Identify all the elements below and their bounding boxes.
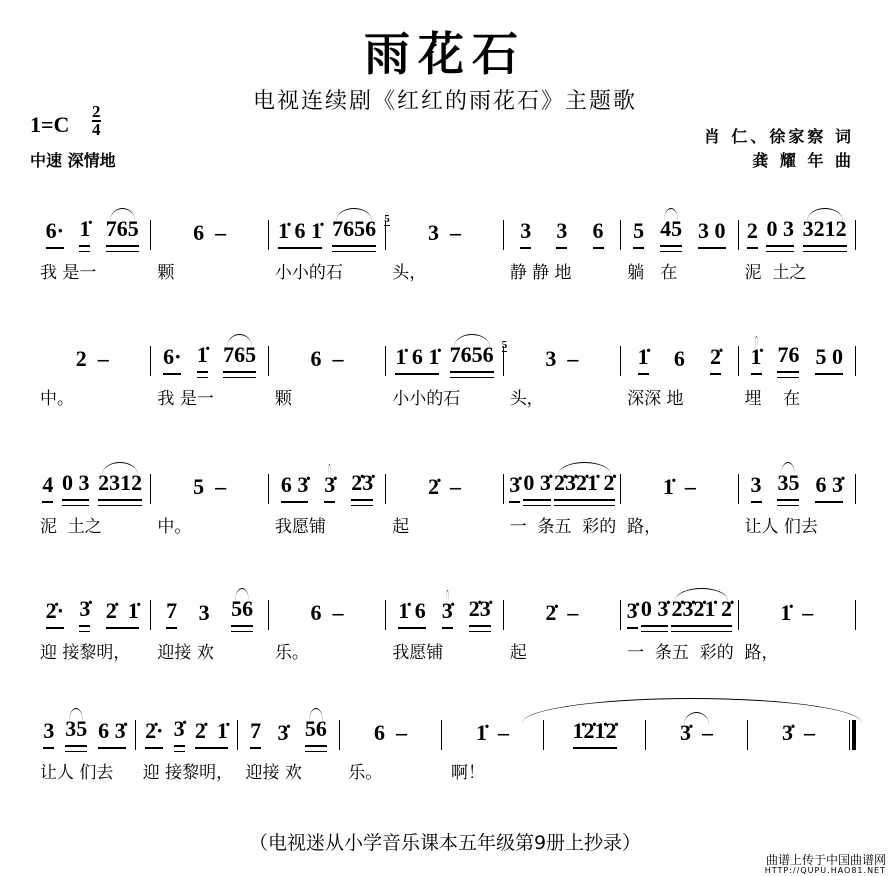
time-denominator: 4 — [92, 120, 101, 139]
note-group: 6 3̇ — [98, 718, 126, 749]
lyric: 迎 接黎明， — [142, 763, 234, 783]
lyric: 迎 接黎明， — [40, 643, 131, 663]
note-group: 56 — [305, 716, 327, 747]
note-group: 2̇3̇ — [351, 470, 373, 501]
lyric: 一 条五 彩的 — [509, 517, 617, 537]
note-group: 3̇ — [174, 716, 185, 747]
lyric: 中。 — [157, 517, 192, 537]
final-barline — [849, 720, 856, 750]
lyrics-row — [34, 638, 856, 663]
note-group: 1̇ – — [476, 720, 509, 745]
measure — [386, 596, 502, 632]
lyric: 静 静 地 — [509, 263, 572, 283]
note-group: 2̇· — [46, 598, 64, 629]
note-group: 6 — [673, 346, 685, 371]
note-group: 0 3 — [766, 216, 794, 247]
lyric: 埋 在 — [744, 389, 801, 409]
measure — [442, 720, 543, 752]
note-group: 2̇ – — [427, 474, 461, 499]
note-group: 76 — [777, 342, 799, 373]
lyric: 颗 — [274, 389, 292, 409]
note-group: 3 — [520, 218, 531, 249]
note-group: 6· — [163, 344, 181, 375]
note-group: 4 — [42, 472, 53, 503]
note-group: 1̇2̇1̇2̇ — [573, 718, 617, 749]
note-group: 2 — [747, 218, 758, 249]
time-signature — [92, 104, 101, 138]
lyric: 小小的石 — [274, 263, 343, 283]
notes-row — [34, 338, 856, 378]
measure — [504, 470, 620, 506]
composer-credit: 龚 耀 年 曲 — [752, 151, 854, 170]
watermark: 曲谱上传于中国曲谱网 — [765, 853, 886, 867]
note-group: 6 — [593, 218, 604, 249]
note-group: 7 — [250, 718, 261, 749]
lyric: 颗 — [157, 263, 175, 283]
note-group: 1̇ — [751, 344, 762, 375]
lyrics-row — [34, 258, 856, 283]
key-signature: 1=C — [30, 112, 70, 137]
note-group: 765 — [223, 342, 256, 373]
measure — [748, 720, 849, 752]
note-group: 2̇3̇ — [469, 596, 491, 627]
note-group: 7656 — [332, 216, 376, 247]
measure — [151, 474, 267, 506]
note-group: 1̇ 6 1̇ — [278, 218, 322, 249]
measure — [739, 342, 855, 378]
measure — [340, 720, 441, 752]
lyric: 深深 地 — [627, 389, 684, 409]
measure — [34, 716, 135, 752]
lyric: 乐。 — [348, 763, 383, 783]
note-group: 2̇3̇2̇1̇ 2̇ — [554, 470, 615, 501]
barline — [855, 600, 856, 630]
notes-row — [34, 212, 856, 252]
measure — [151, 596, 267, 632]
note-group: 3̇ – — [782, 720, 815, 745]
note-group: 7656 — [450, 342, 494, 373]
note-group: 3̇ – — [680, 720, 713, 752]
note-group: 35 — [65, 716, 87, 747]
note-group: 6· — [46, 218, 64, 249]
note-group: 0 3̇ — [641, 596, 669, 627]
note-group: 56 — [231, 596, 253, 627]
lyric — [651, 758, 754, 783]
note-group: 2312 — [98, 470, 142, 501]
note-group: 2̇ — [710, 344, 721, 375]
note-group: 7 — [166, 598, 177, 629]
lyric: 头， — [392, 263, 427, 283]
note-group: 0 3̇ — [523, 470, 551, 501]
note-group: 3̇ — [277, 720, 289, 745]
time-numerator: 2 — [92, 102, 101, 121]
measure — [34, 216, 150, 252]
lyrics-row — [34, 758, 856, 783]
measure — [136, 716, 237, 752]
note-group: 2̇· — [145, 718, 163, 749]
score-line — [34, 338, 856, 409]
note-group: 765 — [106, 216, 139, 247]
grace-note: 5 — [501, 339, 508, 351]
source-note: （电视迷从小学音乐课本五年级第9册上抄录） — [248, 832, 642, 854]
measure — [34, 346, 150, 378]
measure — [739, 600, 855, 632]
note-group: 3̇ — [627, 598, 638, 629]
note-group: 3 — [43, 718, 54, 749]
lyric: 中。 — [40, 389, 74, 409]
note-group: 1̇ — [197, 342, 208, 373]
score-line — [34, 212, 856, 283]
measure — [621, 474, 737, 506]
note-group: 6 3̇ — [815, 472, 843, 503]
note-group: 6 – — [193, 220, 227, 245]
lyric — [548, 758, 651, 783]
lyric: 我 是一 — [40, 263, 97, 283]
lyric: 起 — [392, 517, 410, 537]
song-subtitle: 电视连续剧《红红的雨花石》主题歌 — [252, 89, 637, 114]
note-group: 1̇ — [79, 216, 90, 247]
lyric: 小小的石 — [392, 389, 461, 409]
measure — [504, 218, 620, 252]
note-group: 3̇ — [442, 598, 453, 629]
score-line — [34, 712, 856, 783]
note-group: 2 – — [75, 346, 109, 371]
lyric: 泥 土之 — [744, 263, 807, 283]
note-group: 1̇ – — [780, 600, 814, 625]
measure — [544, 718, 645, 752]
measure — [384, 213, 502, 252]
lyric: 我愿铺 — [392, 643, 444, 663]
lyricist-credit: 肖 仁、徐家察 词 — [703, 127, 854, 146]
note-group: 1̇ — [638, 344, 649, 375]
measure — [739, 216, 855, 252]
grace-note: 5 — [384, 213, 390, 225]
measure — [34, 596, 150, 632]
lyric — [753, 758, 856, 783]
measure — [386, 474, 502, 506]
lyric: 我愿铺 — [274, 517, 326, 537]
note-group: 3212 — [803, 216, 847, 247]
measure — [151, 342, 267, 378]
measure — [151, 220, 267, 252]
barline — [855, 346, 856, 376]
note-group: 5 — [633, 218, 644, 249]
score-line — [34, 466, 856, 537]
lyric: 起 — [509, 643, 527, 663]
note-group: 3 — [198, 600, 210, 625]
note-group: 6 – — [310, 346, 344, 371]
measure — [621, 596, 737, 632]
note-group: 3 – — [545, 346, 579, 371]
note-group: 45 — [660, 216, 682, 247]
lyric: 让人 们去 — [40, 763, 114, 783]
lyric: 路， — [627, 517, 662, 537]
lyric: 路， — [744, 643, 779, 663]
notes-row — [34, 466, 856, 506]
note-group: 5 0 — [815, 344, 843, 375]
lyric: 乐。 — [274, 643, 309, 663]
song-title: 雨花石 — [364, 27, 526, 81]
note-group: 2̇3̇2̇1̇ 2̇ — [671, 596, 732, 627]
note-group: 1̇ 6 1̇ — [395, 344, 439, 375]
lyric: 啊！ — [451, 763, 485, 783]
measure — [269, 600, 385, 632]
tempo-marking: 中速 深情地 — [30, 151, 116, 170]
measure — [501, 339, 620, 378]
barline — [855, 220, 856, 250]
measure — [34, 470, 150, 506]
measure — [269, 216, 385, 252]
note-group: 3̇ — [79, 596, 90, 627]
note-group: 3 — [556, 218, 567, 249]
watermark-url: HTTP://QUPU.HAO81.NET — [764, 866, 886, 875]
lyrics-row — [34, 384, 856, 409]
note-group: 3 0 — [698, 218, 726, 249]
measure — [386, 342, 502, 378]
lyric: 让人 们去 — [744, 517, 818, 537]
lyric: 迎接 欢 — [245, 763, 302, 783]
note-group: 35 — [777, 470, 799, 501]
long-slur — [522, 698, 862, 723]
note-group: 3 — [751, 472, 762, 503]
lyrics-row — [34, 512, 856, 537]
note-group: 3̇ — [324, 472, 335, 503]
note-group: 0 3 — [62, 470, 90, 501]
note-group: 2̇ – — [545, 600, 579, 625]
barline — [855, 474, 856, 504]
note-group: 2̇ 1̇ — [106, 598, 139, 629]
measure — [739, 470, 855, 506]
note-group: 1̇ 6 — [398, 598, 426, 629]
lyric: 我 是一 — [157, 389, 214, 409]
measure — [504, 600, 620, 632]
note-group: 1̇ – — [662, 474, 696, 499]
note-group: 6 3̇ — [281, 472, 309, 503]
lyric: 一 条五 彩的 — [627, 643, 734, 663]
lyric: 头， — [509, 389, 544, 409]
score-line — [34, 592, 856, 663]
note-group: 2̇ 1̇ — [195, 718, 228, 749]
note-group: 3̇ — [509, 472, 520, 503]
measure — [238, 716, 339, 752]
measure — [646, 720, 747, 752]
lyric: 泥 土之 — [40, 517, 102, 537]
note-group: 3 – — [427, 220, 461, 245]
measure — [269, 470, 385, 506]
measure — [269, 346, 385, 378]
measure — [621, 344, 737, 378]
note-group: 6 – — [374, 720, 407, 745]
lyric: 迎接 欢 — [157, 643, 214, 663]
lyric: 躺 在 — [627, 263, 678, 283]
note-group: 5 – — [193, 474, 227, 499]
measure — [621, 216, 737, 252]
notes-row — [34, 592, 856, 632]
note-group: 6 – — [310, 600, 344, 625]
